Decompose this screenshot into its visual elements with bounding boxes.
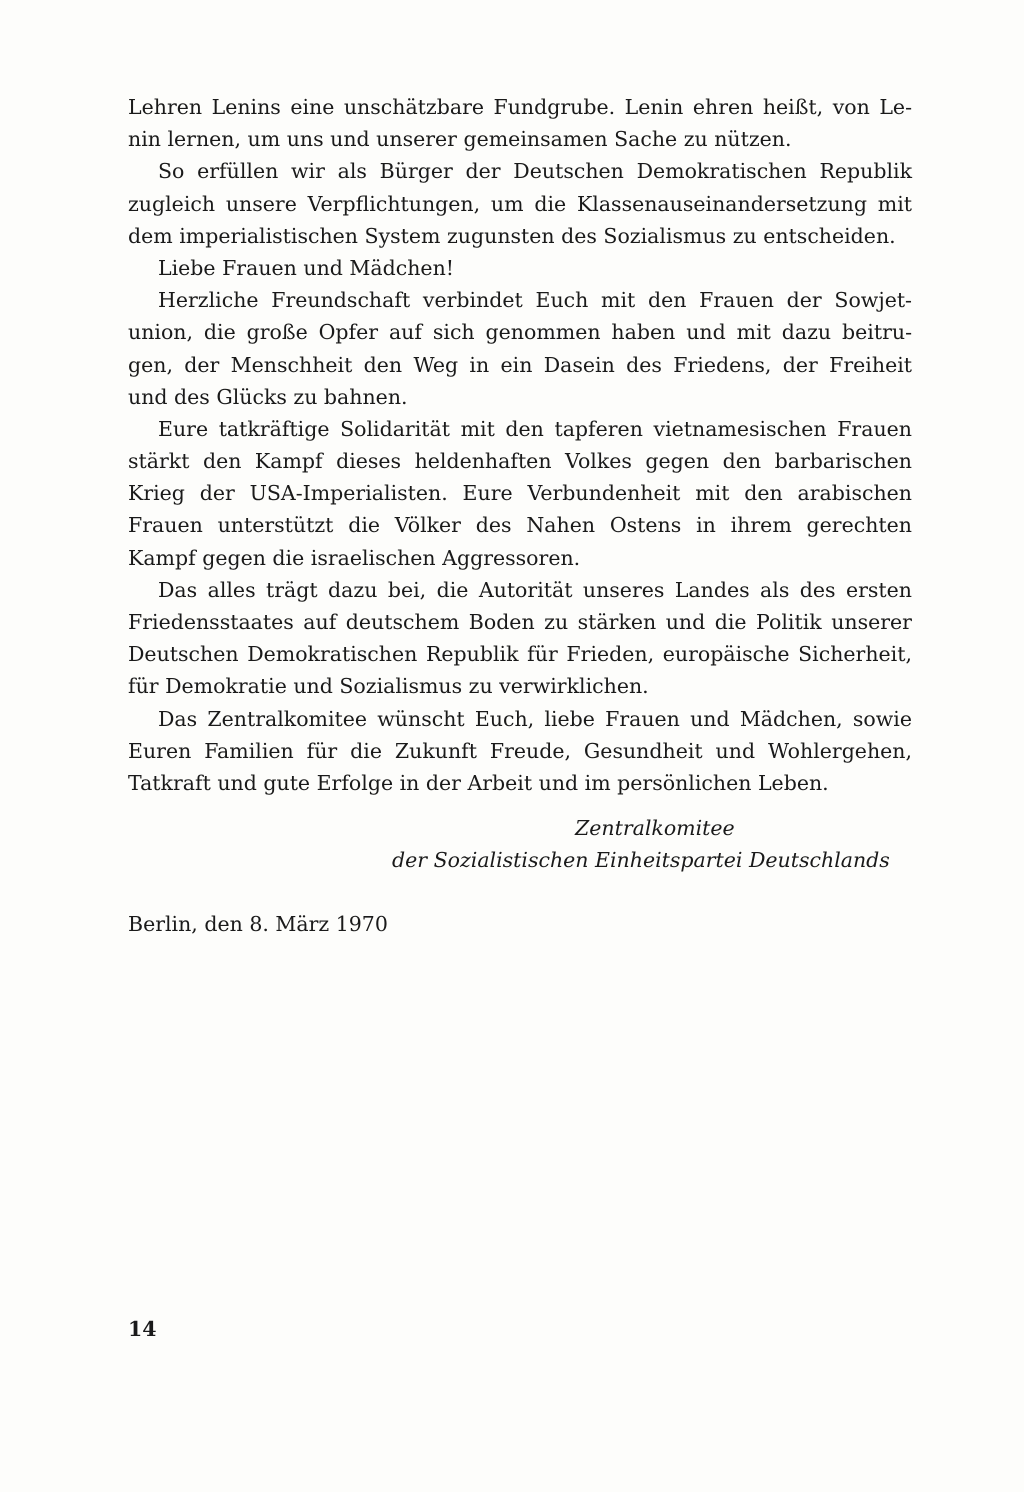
dateline: Berlin, den 8. März 1970 bbox=[128, 912, 388, 936]
text-line: Tatkraft und gute Erfolge in der Arbeit und im persönlichen Leben. bbox=[128, 770, 829, 795]
text-line: und des Glücks zu bahnen. bbox=[128, 384, 408, 409]
text-line: stärkt den Kampf dieses heldenhaften Volkes gegen den barbarischen bbox=[128, 449, 912, 474]
text-line: Das alles trägt dazu bei, die Autorität unseres Landes als des ersten bbox=[158, 577, 912, 602]
text-line: Herzliche Freundschaft verbindet Euch mit den Frauen der Sowjet- bbox=[158, 288, 912, 313]
text-line: So erfüllen wir als Bürger der Deutschen Demokratischen Republik bbox=[158, 159, 912, 184]
text-line: Eure tatkräftige Solidarität mit den tapferen vietnamesischen Frauen bbox=[158, 416, 912, 441]
text-line: gen, der Menschheit den Weg in ein Dasein des Friedens, der Freiheit bbox=[128, 352, 912, 377]
text-line: Euren Familien für die Zukunft Freude, Gesundheit und Wohlergehen, bbox=[128, 738, 912, 763]
signature-line: Zentralkomitee bbox=[575, 816, 735, 840]
page-number: 14 bbox=[128, 1317, 157, 1341]
text-line: union, die große Opfer auf sich genommen haben und mit dazu beitru- bbox=[128, 320, 912, 345]
text-line: Krieg der USA-Imperialisten. Eure Verbundenheit mit den arabischen bbox=[128, 481, 912, 506]
text-line: dem imperialistischen System zugunsten des Sozialismus zu entscheiden. bbox=[128, 223, 896, 248]
text-line: zugleich unsere Verpflichtungen, um die Klassenauseinandersetzung mit bbox=[128, 191, 912, 216]
text-line: für Demokratie und Sozialismus zu verwirklichen. bbox=[128, 674, 649, 699]
signature-line: der Sozialistischen Einheitspartei Deutschlands bbox=[392, 848, 890, 873]
text-line: nin lernen, um uns und unserer gemeinsamen Sache zu nützen. bbox=[128, 127, 792, 152]
text-line: Deutschen Demokratischen Republik für Frieden, europäische Sicherheit, bbox=[128, 642, 912, 667]
text-line: Frauen unterstützt die Völker des Nahen Ostens in ihrem gerechten bbox=[128, 513, 912, 538]
salutation: Liebe Frauen und Mädchen! bbox=[158, 255, 455, 280]
text-line: Kampf gegen die israelischen Aggressoren. bbox=[128, 545, 581, 570]
signature-block bbox=[128, 812, 912, 876]
text-line: Das Zentralkomitee wünscht Euch, liebe Frauen und Mädchen, sowie bbox=[158, 706, 912, 731]
text-line: Lehren Lenins eine unschätzbare Fundgrube. Lenin ehren heißt, von Le- bbox=[128, 95, 912, 119]
text-line: Friedensstaates auf deutschem Boden zu stärken und die Politik unserer bbox=[128, 610, 912, 634]
document-body bbox=[128, 91, 912, 799]
